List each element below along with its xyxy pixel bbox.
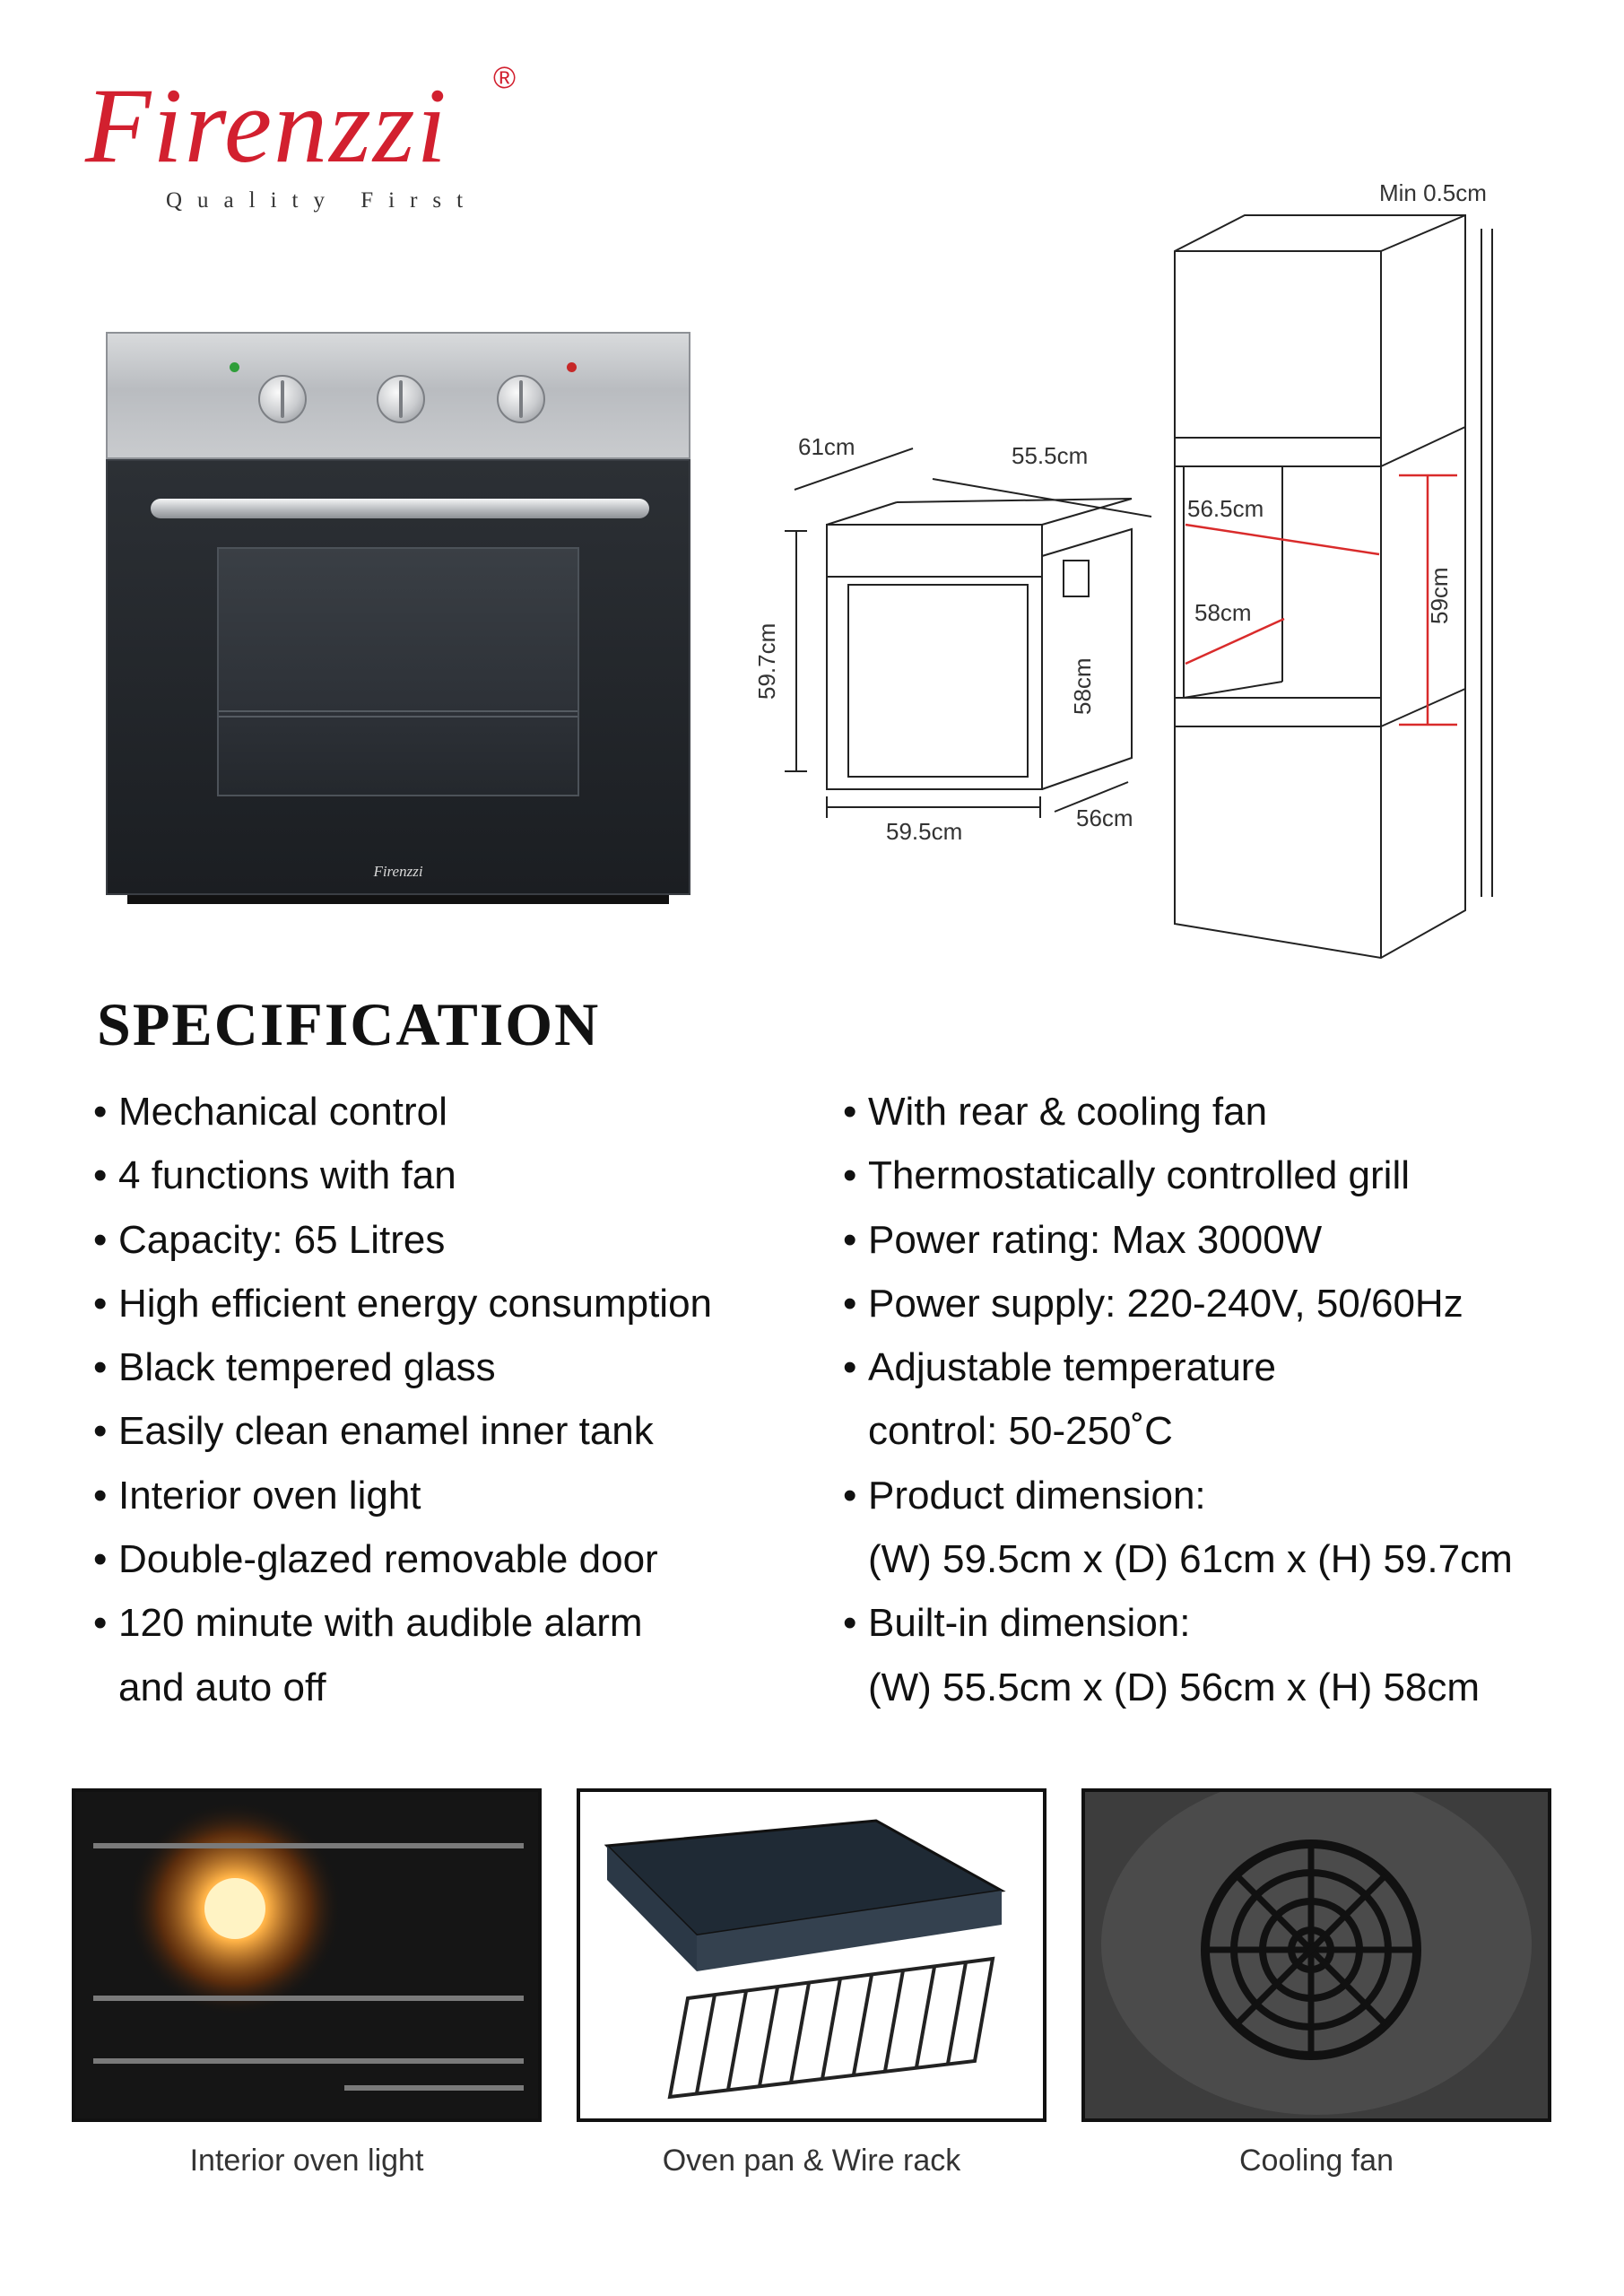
spec-item: • With rear & cooling fan	[843, 1090, 1268, 1134]
brand-tagline: Quality First	[166, 188, 479, 213]
spec-item: • 120 minute with audible alarm	[93, 1601, 643, 1646]
spec-item: • Easily clean enamel inner tank	[93, 1409, 654, 1454]
oven-pan-rack-icon	[580, 1792, 1043, 2118]
cooling-fan-photo	[1081, 1788, 1551, 2122]
specification-title: SPECIFICATION	[97, 990, 601, 1058]
dim-cabinet-gap: Min 0.5cm	[1379, 179, 1487, 206]
photo-caption: Oven pan & Wire rack	[662, 2144, 961, 2178]
spec-item: • Power rating: Max 3000W	[843, 1217, 1323, 1262]
spec-item: • 4 functions with fan	[93, 1153, 456, 1198]
dim-builtin-width-top: 55.5cm	[1012, 442, 1089, 469]
photo-caption: Interior oven light	[189, 2144, 424, 2178]
brand-name: Firenzzi	[85, 65, 448, 185]
dim-cabinet-height: 59cm	[1426, 567, 1453, 624]
spec-list-left	[93, 1080, 712, 1719]
door-brand-label: Firenzzi	[373, 863, 423, 880]
spec-item: • Product dimension:	[843, 1473, 1206, 1518]
spec-item: • Adjustable temperature	[843, 1345, 1276, 1390]
dimension-diagram	[0, 0, 1624, 987]
spec-item: • Capacity: 65 Litres	[93, 1217, 446, 1262]
dim-cabinet-depth: 58cm	[1194, 599, 1252, 626]
spec-item-continuation: control: 50-250˚C	[868, 1409, 1173, 1454]
spec-item-continuation: (W) 59.5cm x (D) 61cm x (H) 59.7cm	[868, 1537, 1513, 1582]
spec-item: • Double-glazed removable door	[93, 1537, 658, 1582]
spec-item: • Black tempered glass	[93, 1345, 496, 1390]
spec-item: • High efficient energy consumption	[93, 1281, 713, 1326]
spec-item: • Interior oven light	[93, 1473, 421, 1518]
photo-caption: Cooling fan	[1238, 2144, 1394, 2178]
spec-item-continuation: and auto off	[118, 1665, 326, 1709]
dim-product-width: 59.5cm	[886, 818, 963, 845]
spec-item: • Mechanical control	[93, 1090, 447, 1134]
oven-pan-rack-photo	[577, 1788, 1046, 2122]
dim-product-height: 59.7cm	[753, 622, 780, 700]
oven-light-photo	[72, 1788, 542, 2122]
dim-builtin-height: 58cm	[1069, 657, 1096, 715]
dim-cabinet-width: 56.5cm	[1187, 495, 1264, 522]
diagram-oven-front	[827, 525, 1042, 789]
spec-item-continuation: (W) 55.5cm x (D) 56cm x (H) 58cm	[868, 1665, 1481, 1709]
oven-light-icon	[75, 1792, 538, 2118]
spec-item: • Thermostatically controlled grill	[843, 1153, 1410, 1198]
dim-builtin-depth: 56cm	[1076, 804, 1133, 831]
dim-product-depth: 61cm	[798, 433, 855, 460]
spec-list-right	[843, 1080, 1513, 1719]
spec-item: • Power supply: 220-240V, 50/60Hz	[843, 1281, 1463, 1326]
spec-item: • Built-in dimension:	[843, 1601, 1191, 1646]
cooling-fan-icon	[1085, 1792, 1548, 2118]
registered-mark: ®	[493, 61, 517, 95]
